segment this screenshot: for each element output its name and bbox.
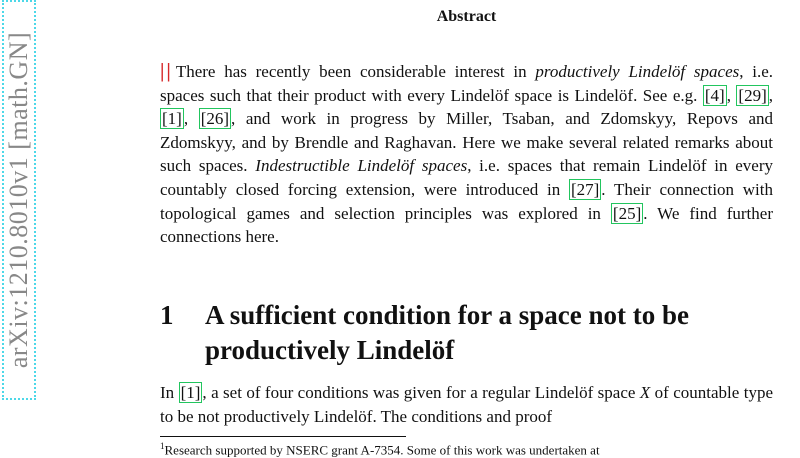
abstract-text: . Their connection with topological games and selection principles was explored in bbox=[160, 179, 773, 223]
abstract-text: . We find further connections here. bbox=[160, 203, 773, 247]
abstract-text: , bbox=[183, 109, 199, 129]
arxiv-identifier-stamp bbox=[2, 0, 36, 400]
abstract-text: , and work in progress by Miller, Tsaban, and Zdomskyy, Repovs and Zdomskyy, and by Brendle and Raghavan. Here we make several related remarks about such spaces. bbox=[160, 109, 773, 176]
abstract-emphasis: productively Lindelöf spaces bbox=[535, 62, 740, 81]
body-text: of countable type to be not productively Lindelöf. The conditions and proof bbox=[160, 383, 773, 426]
math-variable: X bbox=[639, 383, 651, 402]
body-text: In bbox=[160, 383, 179, 402]
abstract-heading: Abstract bbox=[436, 8, 497, 25]
abstract-text: , i.e. spaces such that their product with every Lindelöf space is Lindelöf. See e.g. bbox=[160, 62, 774, 105]
margin-marker: || bbox=[160, 60, 173, 82]
body-paragraph bbox=[160, 381, 773, 428]
citation-link[interactable]: [4] bbox=[704, 85, 725, 105]
citation-link[interactable]: [25] bbox=[612, 203, 642, 223]
footnote-text: Research supported by NSERC grant A-7354. Some of this work was undertaken at bbox=[164, 442, 600, 458]
footnote-mark: 1 bbox=[160, 441, 165, 451]
section-number: 1 bbox=[160, 300, 174, 330]
abstract-text: , bbox=[768, 85, 773, 105]
citation-link[interactable]: [26] bbox=[200, 109, 230, 129]
citation-link[interactable]: [1] bbox=[180, 383, 201, 402]
section-title: A sufficient condition for a space not to be productively Lindelöf bbox=[205, 300, 689, 365]
section-heading bbox=[160, 298, 780, 368]
abstract-text: , i.e. spaces that remain Lindelöf in every countably closed forcing extension, were introduced in bbox=[160, 156, 773, 199]
abstract-text: There has recently been considerable interest in bbox=[175, 62, 536, 81]
arxiv-identifier-text: arXiv:1210.8010v1 [math.GN] bbox=[4, 31, 33, 369]
abstract-text: , bbox=[726, 85, 737, 105]
footnote-divider bbox=[160, 436, 406, 437]
citation-link[interactable]: [29] bbox=[738, 85, 767, 105]
citation-link[interactable]: [1] bbox=[162, 109, 182, 129]
abstract-paragraph bbox=[160, 60, 773, 249]
citation-link[interactable]: [27] bbox=[570, 179, 600, 199]
body-text: , a set of four conditions was given for a regular Lindelöf space bbox=[202, 383, 640, 402]
abstract-emphasis: Indestructible Lindelöf spaces bbox=[255, 156, 468, 176]
